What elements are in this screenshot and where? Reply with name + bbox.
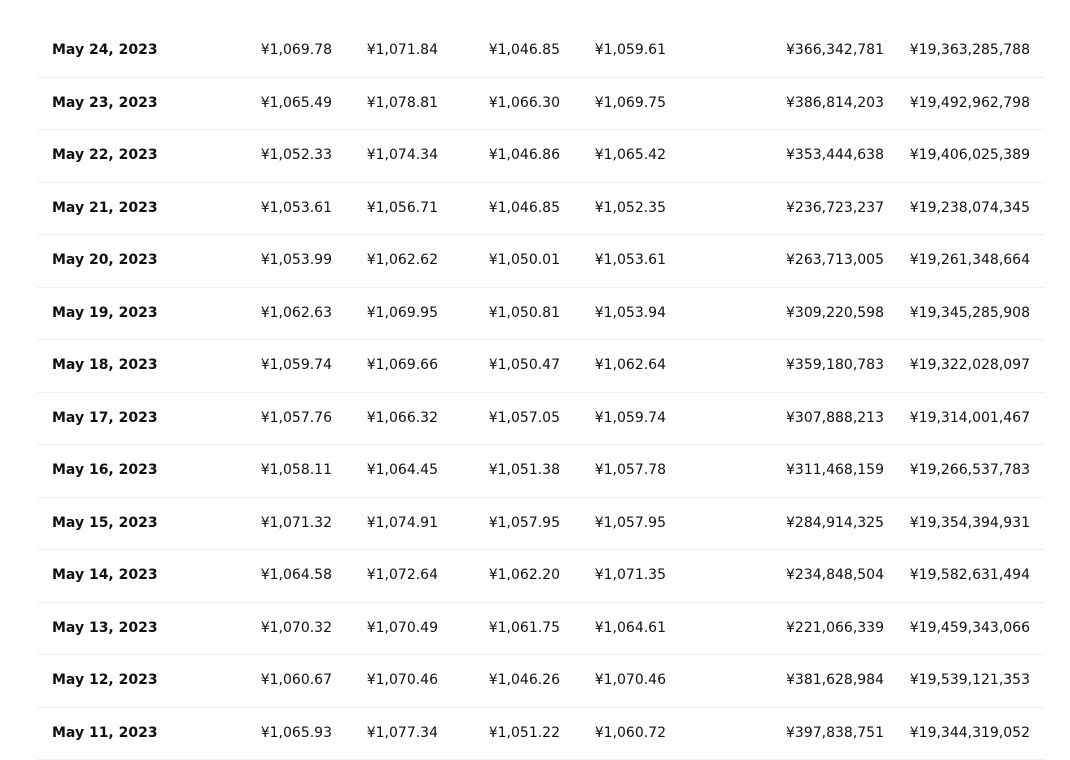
volume-cell: ¥309,220,598 [786,288,884,340]
market-cap-cell: ¥19,345,285,908 [910,288,1030,340]
date-cell: May 22, 2023 [52,130,158,182]
low-cell: ¥1,051.22 [489,708,560,760]
table-row [38,25,1044,78]
low-cell: ¥1,066.30 [489,78,560,130]
date-cell: May 12, 2023 [52,655,158,707]
close-cell: ¥1,057.78 [595,445,666,497]
volume-cell: ¥397,838,751 [786,708,884,760]
high-cell: ¥1,078.81 [367,78,438,130]
low-cell: ¥1,057.95 [489,498,560,550]
high-cell: ¥1,070.49 [367,603,438,655]
low-cell: ¥1,062.20 [489,550,560,602]
open-cell: ¥1,064.58 [261,550,332,602]
high-cell: ¥1,056.71 [367,183,438,235]
close-cell: ¥1,059.74 [595,393,666,445]
table-row [38,288,1044,341]
date-cell: May 18, 2023 [52,340,158,392]
close-cell: ¥1,065.42 [595,130,666,182]
price-history-table [38,25,1044,760]
open-cell: ¥1,065.49 [261,78,332,130]
market-cap-cell: ¥19,354,394,931 [910,498,1030,550]
table-row [38,183,1044,236]
low-cell: ¥1,046.26 [489,655,560,707]
open-cell: ¥1,069.78 [261,25,332,77]
low-cell: ¥1,057.05 [489,393,560,445]
open-cell: ¥1,070.32 [261,603,332,655]
table-row [38,550,1044,603]
high-cell: ¥1,077.34 [367,708,438,760]
market-cap-cell: ¥19,582,631,494 [910,550,1030,602]
table-row [38,655,1044,708]
volume-cell: ¥381,628,984 [786,655,884,707]
date-cell: May 15, 2023 [52,498,158,550]
volume-cell: ¥284,914,325 [786,498,884,550]
volume-cell: ¥263,713,005 [786,235,884,287]
market-cap-cell: ¥19,363,285,788 [910,25,1030,77]
low-cell: ¥1,051.38 [489,445,560,497]
table-row [38,393,1044,446]
table-row [38,235,1044,288]
close-cell: ¥1,064.61 [595,603,666,655]
table-row [38,340,1044,393]
low-cell: ¥1,046.85 [489,25,560,77]
low-cell: ¥1,050.47 [489,340,560,392]
open-cell: ¥1,052.33 [261,130,332,182]
market-cap-cell: ¥19,314,001,467 [910,393,1030,445]
volume-cell: ¥366,342,781 [786,25,884,77]
high-cell: ¥1,062.62 [367,235,438,287]
high-cell: ¥1,064.45 [367,445,438,497]
market-cap-cell: ¥19,459,343,066 [910,603,1030,655]
open-cell: ¥1,062.63 [261,288,332,340]
high-cell: ¥1,069.66 [367,340,438,392]
volume-cell: ¥386,814,203 [786,78,884,130]
close-cell: ¥1,071.35 [595,550,666,602]
volume-cell: ¥221,066,339 [786,603,884,655]
market-cap-cell: ¥19,261,348,664 [910,235,1030,287]
volume-cell: ¥234,848,504 [786,550,884,602]
date-cell: May 24, 2023 [52,25,158,77]
low-cell: ¥1,050.01 [489,235,560,287]
table-row [38,78,1044,131]
close-cell: ¥1,070.46 [595,655,666,707]
table-row [38,445,1044,498]
volume-cell: ¥359,180,783 [786,340,884,392]
table-row [38,708,1044,760]
table-row [38,130,1044,183]
close-cell: ¥1,057.95 [595,498,666,550]
close-cell: ¥1,053.61 [595,235,666,287]
high-cell: ¥1,066.32 [367,393,438,445]
market-cap-cell: ¥19,539,121,353 [910,655,1030,707]
open-cell: ¥1,059.74 [261,340,332,392]
date-cell: May 14, 2023 [52,550,158,602]
open-cell: ¥1,058.11 [261,445,332,497]
date-cell: May 16, 2023 [52,445,158,497]
high-cell: ¥1,072.64 [367,550,438,602]
high-cell: ¥1,071.84 [367,25,438,77]
high-cell: ¥1,069.95 [367,288,438,340]
date-cell: May 21, 2023 [52,183,158,235]
low-cell: ¥1,046.86 [489,130,560,182]
date-cell: May 23, 2023 [52,78,158,130]
market-cap-cell: ¥19,322,028,097 [910,340,1030,392]
open-cell: ¥1,053.99 [261,235,332,287]
close-cell: ¥1,062.64 [595,340,666,392]
volume-cell: ¥236,723,237 [786,183,884,235]
high-cell: ¥1,074.34 [367,130,438,182]
date-cell: May 13, 2023 [52,603,158,655]
volume-cell: ¥353,444,638 [786,130,884,182]
open-cell: ¥1,053.61 [261,183,332,235]
table-row [38,603,1044,656]
low-cell: ¥1,050.81 [489,288,560,340]
market-cap-cell: ¥19,266,537,783 [910,445,1030,497]
close-cell: ¥1,059.61 [595,25,666,77]
market-cap-cell: ¥19,406,025,389 [910,130,1030,182]
market-cap-cell: ¥19,344,319,052 [910,708,1030,760]
date-cell: May 19, 2023 [52,288,158,340]
high-cell: ¥1,070.46 [367,655,438,707]
low-cell: ¥1,061.75 [489,603,560,655]
close-cell: ¥1,069.75 [595,78,666,130]
table-row [38,498,1044,551]
open-cell: ¥1,065.93 [261,708,332,760]
close-cell: ¥1,053.94 [595,288,666,340]
date-cell: May 17, 2023 [52,393,158,445]
date-cell: May 11, 2023 [52,708,158,760]
open-cell: ¥1,071.32 [261,498,332,550]
low-cell: ¥1,046.85 [489,183,560,235]
high-cell: ¥1,074.91 [367,498,438,550]
volume-cell: ¥311,468,159 [786,445,884,497]
close-cell: ¥1,060.72 [595,708,666,760]
market-cap-cell: ¥19,492,962,798 [910,78,1030,130]
open-cell: ¥1,057.76 [261,393,332,445]
volume-cell: ¥307,888,213 [786,393,884,445]
open-cell: ¥1,060.67 [261,655,332,707]
close-cell: ¥1,052.35 [595,183,666,235]
date-cell: May 20, 2023 [52,235,158,287]
market-cap-cell: ¥19,238,074,345 [910,183,1030,235]
